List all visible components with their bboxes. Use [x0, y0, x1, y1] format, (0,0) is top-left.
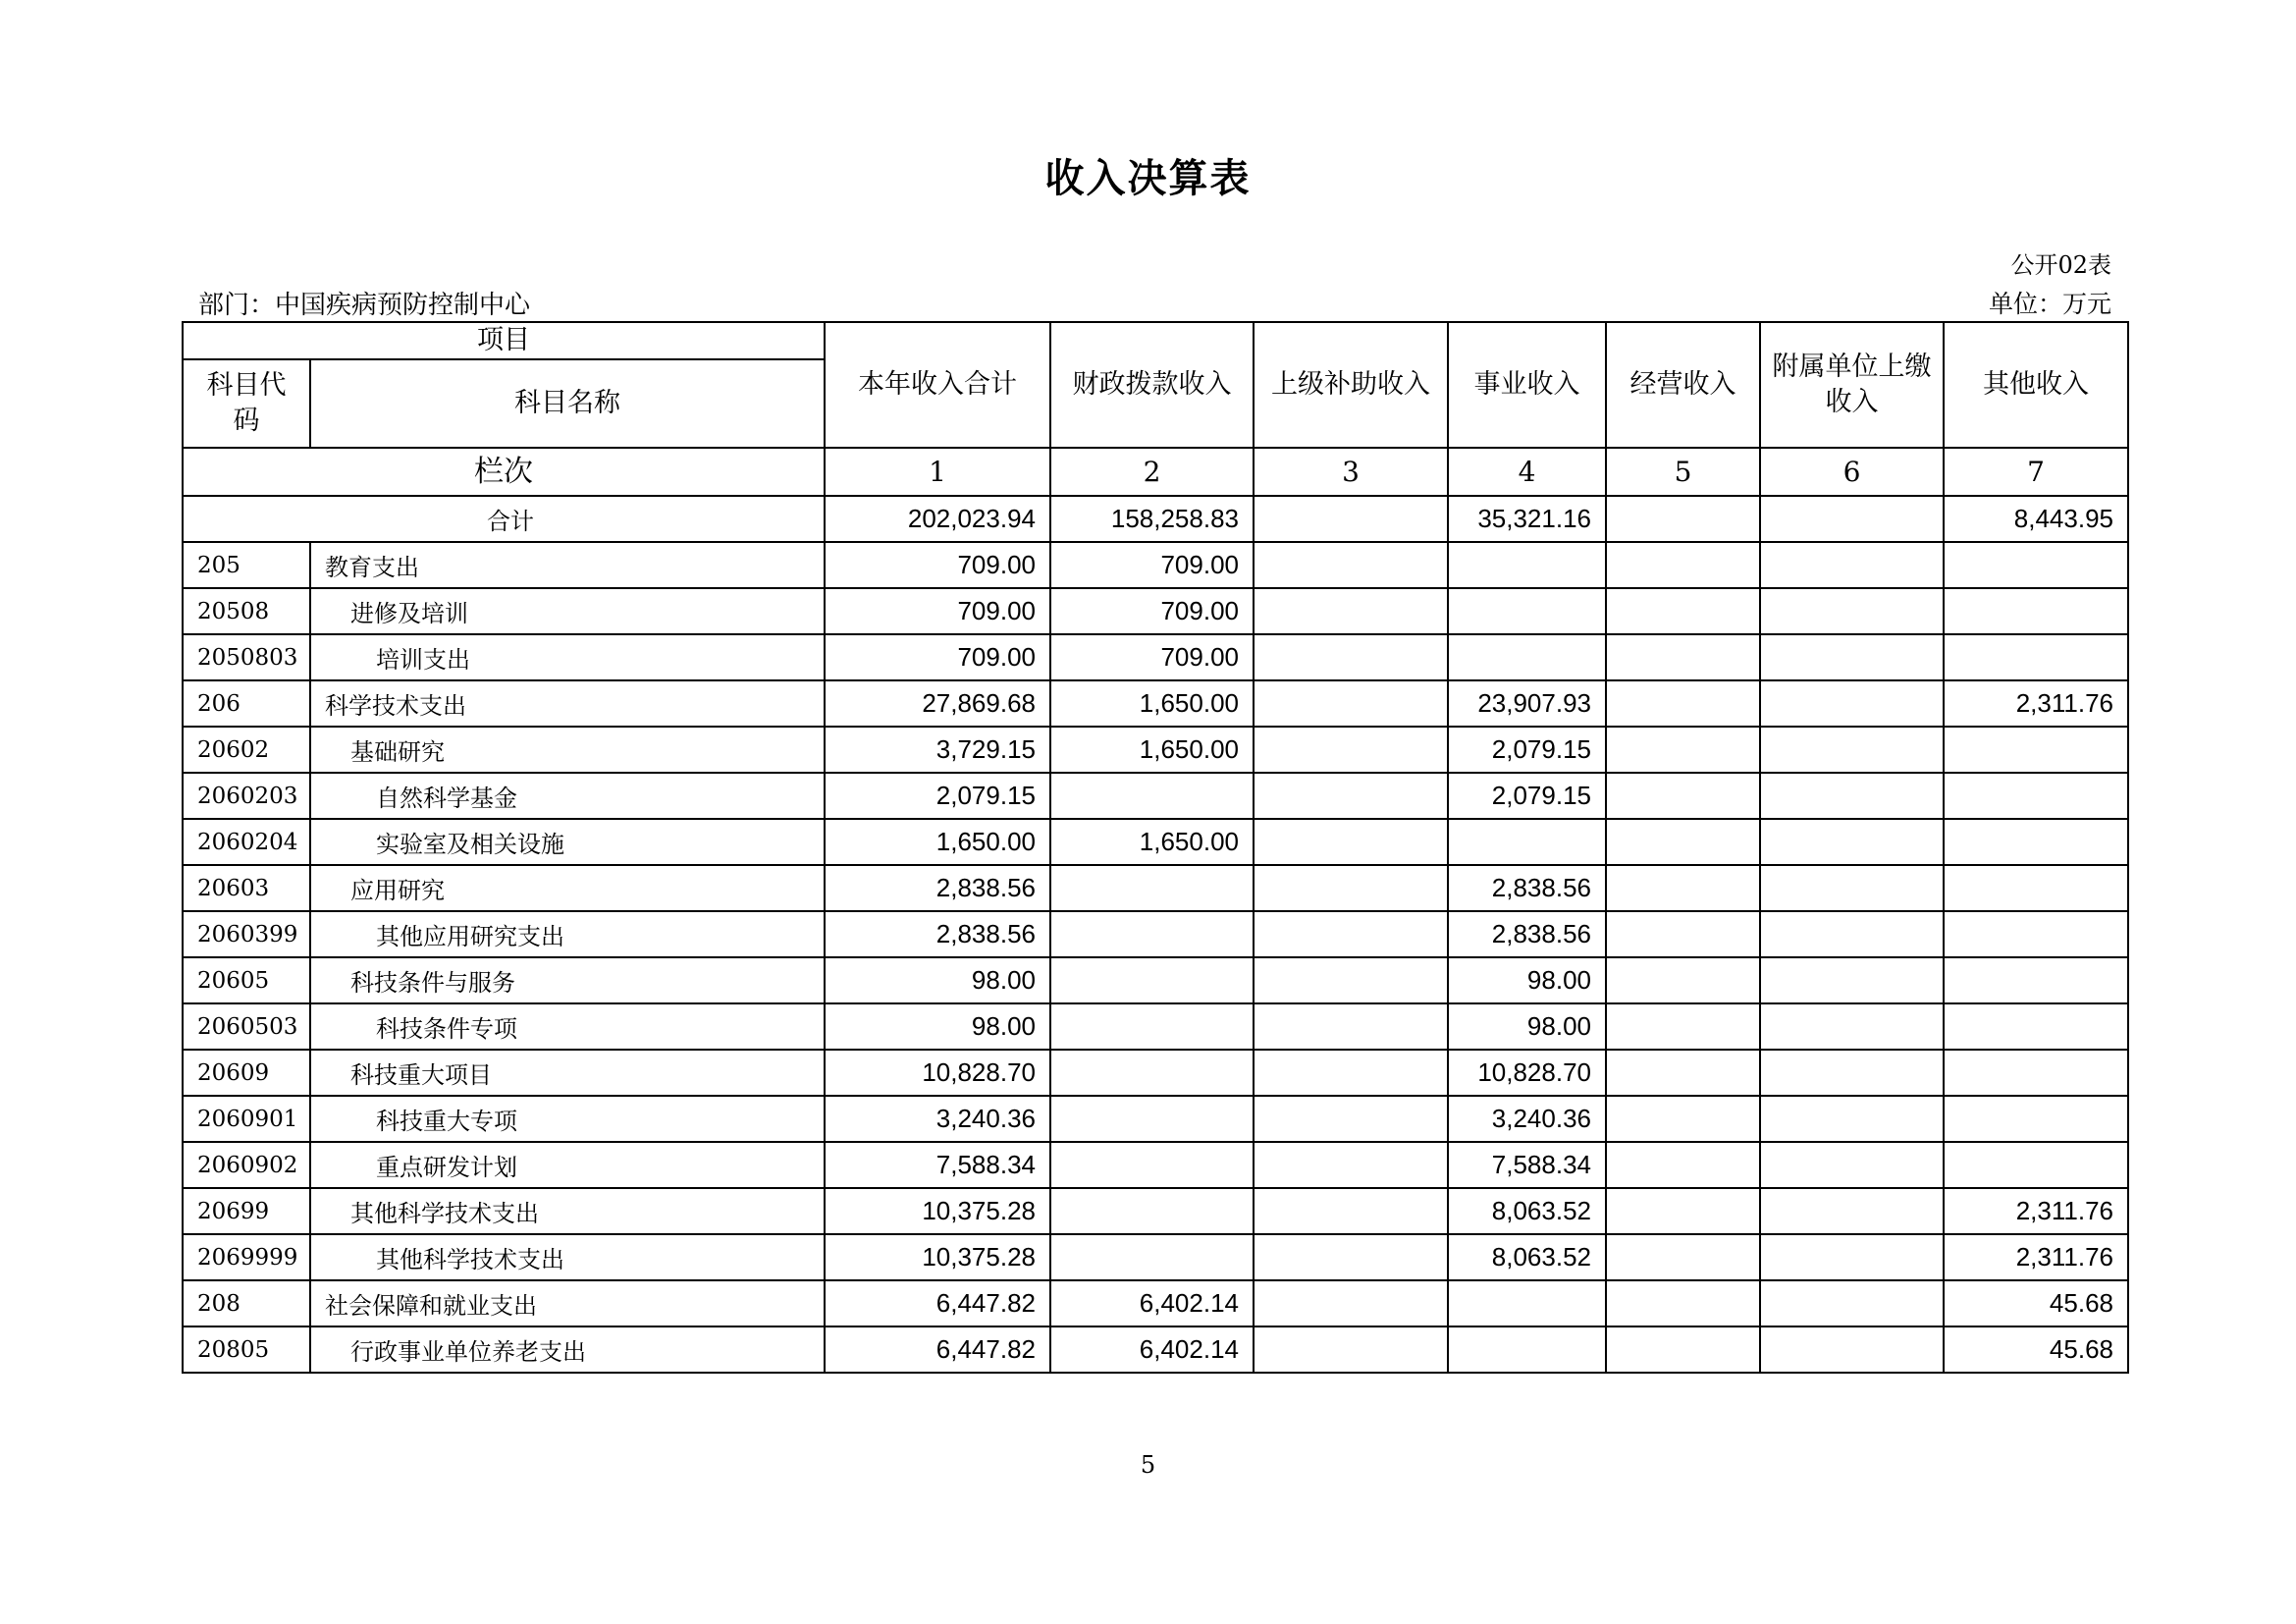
value-cell: 98.00	[825, 957, 1050, 1003]
value-cell	[1944, 542, 2128, 588]
table-row	[183, 634, 2128, 680]
table-row	[183, 957, 2128, 1003]
subject-name: 实验室及相关设施	[310, 819, 825, 865]
value-cell: 45.68	[1944, 1280, 2128, 1326]
value-cell: 7,588.34	[825, 1142, 1050, 1188]
value-cell	[1254, 1050, 1448, 1096]
subject-name: 科学技术支出	[310, 680, 825, 727]
value-cell	[1050, 773, 1254, 819]
subject-code: 206	[183, 680, 310, 727]
subject-name: 基础研究	[310, 727, 825, 773]
value-cell	[1050, 1188, 1254, 1234]
value-cell	[1050, 1142, 1254, 1188]
value-cell: 709.00	[1050, 634, 1254, 680]
value-cell	[1944, 865, 2128, 911]
value-cell	[1254, 634, 1448, 680]
value-cell	[1760, 542, 1944, 588]
value-cell	[1606, 1003, 1760, 1050]
value-cell: 709.00	[825, 634, 1050, 680]
subject-name: 其他应用研究支出	[310, 911, 825, 957]
value-cell	[1944, 957, 2128, 1003]
value-cell	[1760, 1096, 1944, 1142]
value-cell: 2,311.76	[1944, 1234, 2128, 1280]
subject-name: 科技重大项目	[310, 1050, 825, 1096]
value-cell: 709.00	[1050, 588, 1254, 634]
value-cell	[1448, 819, 1606, 865]
subject-name: 重点研发计划	[310, 1142, 825, 1188]
header-col-business: 事业收入	[1448, 322, 1606, 448]
value-cell	[1760, 957, 1944, 1003]
value-cell	[1606, 1188, 1760, 1234]
value-cell: 709.00	[825, 588, 1050, 634]
value-cell	[1448, 542, 1606, 588]
value-cell	[1944, 588, 2128, 634]
value-cell: 2,838.56	[1448, 911, 1606, 957]
header-col-total: 本年收入合计	[825, 322, 1050, 448]
subject-code: 2060204	[183, 819, 310, 865]
total-cell: 202,023.94	[825, 496, 1050, 542]
value-cell	[1606, 1280, 1760, 1326]
value-cell	[1606, 1096, 1760, 1142]
total-cell: 8,443.95	[1944, 496, 2128, 542]
value-cell	[1448, 588, 1606, 634]
header-col-fiscal: 财政拨款收入	[1050, 322, 1254, 448]
table-row	[183, 1234, 2128, 1280]
table-row	[183, 819, 2128, 865]
total-row	[183, 496, 2128, 542]
value-cell: 709.00	[1050, 542, 1254, 588]
subject-code: 2050803	[183, 634, 310, 680]
subject-name: 科技重大专项	[310, 1096, 825, 1142]
value-cell	[1606, 727, 1760, 773]
value-cell: 2,311.76	[1944, 1188, 2128, 1234]
subject-code: 20602	[183, 727, 310, 773]
header-col-other: 其他收入	[1944, 322, 2128, 448]
subject-code: 2060503	[183, 1003, 310, 1050]
value-cell	[1254, 1003, 1448, 1050]
page-title: 收入决算表	[1044, 156, 1252, 201]
value-cell	[1606, 1050, 1760, 1096]
value-cell	[1760, 1050, 1944, 1096]
column-number: 5	[1606, 448, 1760, 496]
value-cell	[1606, 634, 1760, 680]
value-cell	[1606, 542, 1760, 588]
column-number: 4	[1448, 448, 1606, 496]
total-cell	[1606, 496, 1760, 542]
value-cell: 6,402.14	[1050, 1326, 1254, 1373]
subject-code: 2060902	[183, 1142, 310, 1188]
total-cell	[1254, 496, 1448, 542]
table-row	[183, 1326, 2128, 1373]
value-cell	[1760, 727, 1944, 773]
value-cell	[1760, 1326, 1944, 1373]
value-cell	[1760, 819, 1944, 865]
column-number: 1	[825, 448, 1050, 496]
value-cell: 1,650.00	[825, 819, 1050, 865]
value-cell	[1254, 819, 1448, 865]
value-cell	[1254, 957, 1448, 1003]
department-label: 部门：中国疾病预防控制中心	[198, 291, 531, 320]
value-cell	[1254, 865, 1448, 911]
value-cell	[1254, 911, 1448, 957]
table-row	[183, 1142, 2128, 1188]
form-number: 公开02表	[2010, 251, 2111, 279]
value-cell: 2,838.56	[825, 865, 1050, 911]
table-row	[183, 1280, 2128, 1326]
value-cell: 10,375.28	[825, 1234, 1050, 1280]
value-cell	[1944, 634, 2128, 680]
subject-code: 20609	[183, 1050, 310, 1096]
subject-code: 20699	[183, 1188, 310, 1234]
value-cell: 6,447.82	[825, 1326, 1050, 1373]
column-number: 7	[1944, 448, 2128, 496]
value-cell: 6,447.82	[825, 1280, 1050, 1326]
value-cell	[1606, 819, 1760, 865]
value-cell	[1448, 1280, 1606, 1326]
table-row	[183, 1050, 2128, 1096]
column-number: 2	[1050, 448, 1254, 496]
value-cell	[1254, 542, 1448, 588]
table-row	[183, 1188, 2128, 1234]
subject-code: 208	[183, 1280, 310, 1326]
value-cell	[1606, 1234, 1760, 1280]
value-cell	[1606, 1326, 1760, 1373]
value-cell: 10,828.70	[1448, 1050, 1606, 1096]
subject-name: 自然科学基金	[310, 773, 825, 819]
value-cell	[1760, 1280, 1944, 1326]
value-cell	[1760, 680, 1944, 727]
value-cell	[1760, 1234, 1944, 1280]
value-cell	[1448, 634, 1606, 680]
subject-name: 教育支出	[310, 542, 825, 588]
header-col-operating: 经营收入	[1606, 322, 1760, 448]
table-row	[183, 588, 2128, 634]
value-cell: 2,838.56	[1448, 865, 1606, 911]
table-row	[183, 911, 2128, 957]
table-row	[183, 1096, 2128, 1142]
value-cell	[1050, 1003, 1254, 1050]
value-cell	[1050, 865, 1254, 911]
value-cell: 1,650.00	[1050, 727, 1254, 773]
subject-code: 20605	[183, 957, 310, 1003]
value-cell	[1606, 957, 1760, 1003]
value-cell	[1254, 727, 1448, 773]
value-cell	[1944, 1142, 2128, 1188]
subject-code: 2060203	[183, 773, 310, 819]
value-cell	[1050, 957, 1254, 1003]
value-cell: 2,311.76	[1944, 680, 2128, 727]
value-cell	[1760, 773, 1944, 819]
value-cell: 3,240.36	[1448, 1096, 1606, 1142]
subject-code: 20603	[183, 865, 310, 911]
value-cell: 2,838.56	[825, 911, 1050, 957]
header-project: 项目	[183, 322, 825, 359]
value-cell: 98.00	[825, 1003, 1050, 1050]
table-row	[183, 542, 2128, 588]
value-cell	[1254, 1326, 1448, 1373]
value-cell: 98.00	[1448, 957, 1606, 1003]
value-cell: 2,079.15	[825, 773, 1050, 819]
value-cell	[1254, 1234, 1448, 1280]
subject-code: 205	[183, 542, 310, 588]
header-col-superior-subsidy: 上级补助收入	[1254, 322, 1448, 448]
column-number-row	[183, 448, 2128, 496]
subject-code: 2060399	[183, 911, 310, 957]
subject-name: 行政事业单位养老支出	[310, 1326, 825, 1373]
value-cell: 2,079.15	[1448, 727, 1606, 773]
value-cell: 2,079.15	[1448, 773, 1606, 819]
value-cell: 3,729.15	[825, 727, 1050, 773]
table-row	[183, 773, 2128, 819]
total-cell: 158,258.83	[1050, 496, 1254, 542]
subject-code: 2069999	[183, 1234, 310, 1280]
subject-name: 进修及培训	[310, 588, 825, 634]
table-row	[183, 727, 2128, 773]
value-cell	[1254, 680, 1448, 727]
value-cell: 6,402.14	[1050, 1280, 1254, 1326]
value-cell: 27,869.68	[825, 680, 1050, 727]
subject-name: 其他科学技术支出	[310, 1188, 825, 1234]
subject-code: 2060901	[183, 1096, 310, 1142]
subject-name: 其他科学技术支出	[310, 1234, 825, 1280]
value-cell	[1254, 1096, 1448, 1142]
table-row	[183, 865, 2128, 911]
header-code: 科目代码	[183, 359, 310, 448]
value-cell	[1944, 1050, 2128, 1096]
subject-name: 社会保障和就业支出	[310, 1280, 825, 1326]
total-label: 合计	[183, 496, 825, 542]
value-cell	[1606, 1142, 1760, 1188]
value-cell	[1254, 773, 1448, 819]
subject-name: 科技条件专项	[310, 1003, 825, 1050]
value-cell	[1760, 1142, 1944, 1188]
value-cell	[1760, 865, 1944, 911]
total-cell: 35,321.16	[1448, 496, 1606, 542]
subject-name: 应用研究	[310, 865, 825, 911]
value-cell	[1254, 588, 1448, 634]
value-cell	[1050, 911, 1254, 957]
value-cell	[1050, 1050, 1254, 1096]
value-cell	[1944, 1096, 2128, 1142]
value-cell	[1760, 1003, 1944, 1050]
subject-name: 培训支出	[310, 634, 825, 680]
value-cell: 98.00	[1448, 1003, 1606, 1050]
value-cell: 8,063.52	[1448, 1234, 1606, 1280]
value-cell: 8,063.52	[1448, 1188, 1606, 1234]
subject-name: 科技条件与服务	[310, 957, 825, 1003]
value-cell	[1050, 1096, 1254, 1142]
value-cell	[1606, 773, 1760, 819]
value-cell	[1254, 1142, 1448, 1188]
value-cell: 23,907.93	[1448, 680, 1606, 727]
header-name: 科目名称	[310, 359, 825, 448]
column-number: 6	[1760, 448, 1944, 496]
value-cell: 10,375.28	[825, 1188, 1050, 1234]
value-cell	[1606, 680, 1760, 727]
header-row-1	[183, 322, 2128, 359]
value-cell: 45.68	[1944, 1326, 2128, 1373]
unit-label: 单位：万元	[1988, 290, 2111, 318]
table-row	[183, 1003, 2128, 1050]
value-cell	[1606, 588, 1760, 634]
value-cell	[1760, 911, 1944, 957]
value-cell	[1606, 865, 1760, 911]
value-cell	[1944, 819, 2128, 865]
value-cell: 7,588.34	[1448, 1142, 1606, 1188]
value-cell	[1944, 911, 2128, 957]
value-cell	[1760, 634, 1944, 680]
value-cell: 10,828.70	[825, 1050, 1050, 1096]
value-cell: 1,650.00	[1050, 680, 1254, 727]
value-cell	[1944, 773, 2128, 819]
value-cell	[1760, 588, 1944, 634]
value-cell	[1050, 1234, 1254, 1280]
value-cell	[1254, 1280, 1448, 1326]
income-table	[182, 321, 2129, 1374]
value-cell	[1760, 1188, 1944, 1234]
subject-code: 20805	[183, 1326, 310, 1373]
column-index-label: 栏次	[183, 448, 825, 496]
value-cell: 1,650.00	[1050, 819, 1254, 865]
value-cell	[1448, 1326, 1606, 1373]
value-cell	[1944, 1003, 2128, 1050]
table-row	[183, 680, 2128, 727]
value-cell: 709.00	[825, 542, 1050, 588]
page-number: 5	[1140, 1451, 1156, 1479]
value-cell: 3,240.36	[825, 1096, 1050, 1142]
column-number: 3	[1254, 448, 1448, 496]
subject-code: 20508	[183, 588, 310, 634]
header-col-affiliated: 附属单位上缴收入	[1760, 322, 1944, 448]
value-cell	[1254, 1188, 1448, 1234]
value-cell	[1606, 911, 1760, 957]
total-cell	[1760, 496, 1944, 542]
value-cell	[1944, 727, 2128, 773]
